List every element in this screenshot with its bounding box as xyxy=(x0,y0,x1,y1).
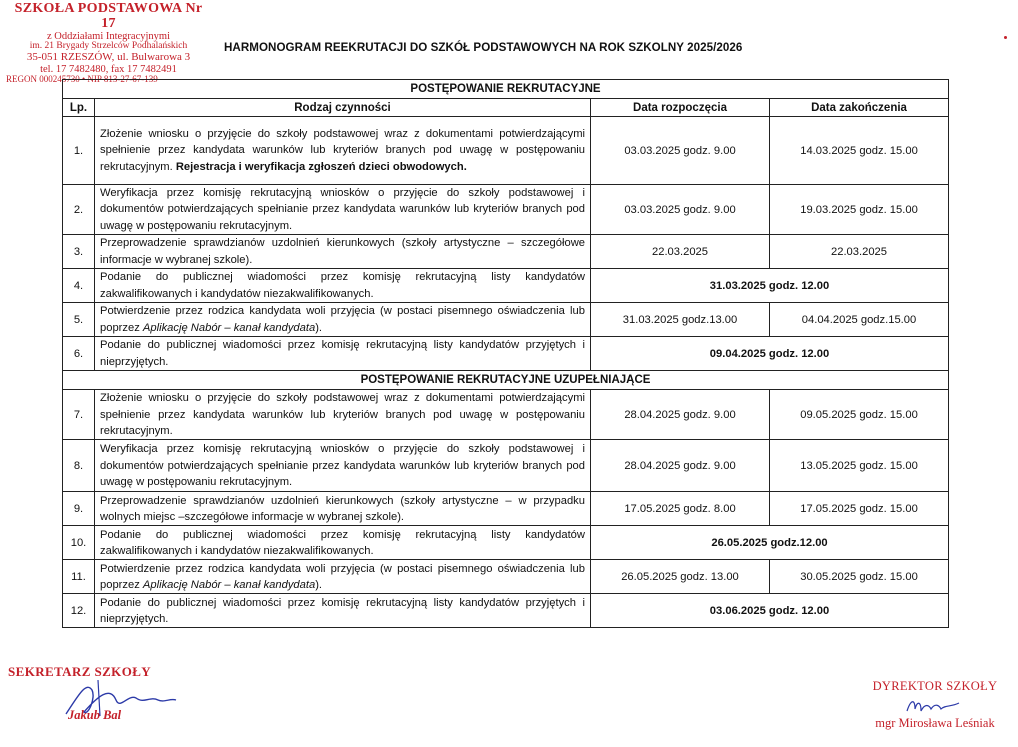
director-role: DYREKTOR SZKOŁY xyxy=(872,679,998,693)
row-number: 11. xyxy=(63,560,95,594)
column-header-row xyxy=(63,99,949,117)
section-title: POSTĘPOWANIE REKRUTACYJNE xyxy=(63,80,949,99)
table-row xyxy=(63,560,949,594)
header-end-date: Data zakończenia xyxy=(770,99,949,117)
secretary-signature-block xyxy=(8,664,208,744)
row-number: 6. xyxy=(63,337,95,371)
end-date: 09.05.2025 godz. 15.00 xyxy=(770,390,949,440)
table-row xyxy=(63,117,949,185)
activity-description: Podanie do publicznej wiadomości przez komisję rekrutacyjną listy kandydatów przyjętych i nieprzyjętych. xyxy=(95,594,591,628)
secretary-role: SEKRETARZ SZKOŁY xyxy=(8,664,152,679)
table-row xyxy=(63,492,949,526)
activity-description xyxy=(95,303,591,337)
description-text: ). xyxy=(315,578,323,591)
activity-description: Weryfikacja przez komisję rekrutacyjną wniosków o przyjęcie do szkoły podstawowej i dokumentów potwierdzających spełnianie przez kandydata warunków lub kryteriów branych pod uwagę w postępowaniu rekrutacyjnym. xyxy=(95,440,591,492)
section-header-row xyxy=(63,80,949,99)
director-signature-block xyxy=(855,679,1015,745)
start-date: 28.04.2025 godz. 9.00 xyxy=(591,440,770,492)
end-date: 19.03.2025 godz. 15.00 xyxy=(770,185,949,235)
description-app-name: Aplikację Nabór – kanał kandydata xyxy=(142,578,316,591)
stamp-subtitle: z Oddziałami Integracyjnymi xyxy=(46,31,171,43)
end-date: 17.05.2025 godz. 15.00 xyxy=(770,492,949,526)
end-date: 04.04.2025 godz.15.00 xyxy=(770,303,949,337)
row-number: 8. xyxy=(63,440,95,492)
table-row xyxy=(63,269,949,303)
table-row xyxy=(63,337,949,371)
row-number: 1. xyxy=(63,117,95,185)
table-row xyxy=(63,185,949,235)
stamp-address: 35-051 RZESZÓW, ul. Bulwarowa 3 xyxy=(26,51,191,64)
activity-description: Przeprowadzenie sprawdzianów uzdolnień kierunkowych (szkoły artystyczne – szczegółowe informacje w wybranej szkole). xyxy=(95,235,591,269)
description-emphasis: Rejestracja i weryfikacja zgłoszeń dzieci obwodowych. xyxy=(175,160,467,173)
end-date: 30.05.2025 godz. 15.00 xyxy=(770,560,949,594)
header-lp: Lp. xyxy=(63,99,95,117)
row-number: 4. xyxy=(63,269,95,303)
table-row xyxy=(63,440,949,492)
stamp-phone: tel. 17 7482480, fax 17 7482491 xyxy=(40,63,177,75)
activity-description: Przeprowadzenie sprawdzianów uzdolnień kierunkowych (szkoły artystyczne – w przypadku wolnych miejsc –szczegółowe informacje w wybranej szkole). xyxy=(95,492,591,526)
start-date: 22.03.2025 xyxy=(591,235,770,269)
start-date: 03.03.2025 godz. 9.00 xyxy=(591,185,770,235)
description-text: Złożenie wniosku o przyjęcie do szkoły podstawowej wraz z dokumentami potwierdzającymi spełnienie przez kandydata warunków lub kryteriów branych pod uwagę w postępowaniu rekrutacyjnym. xyxy=(100,127,585,173)
stamp-regon: REGON 000245730 • NIP 813-27-67-139 xyxy=(6,73,158,84)
announcement-date: 03.06.2025 godz. 12.00 xyxy=(591,594,949,628)
document-title: HARMONOGRAM REEKRUTACJI DO SZKÓŁ PODSTAWOWYCH NA ROK SZKOLNY 2025/2026 xyxy=(224,41,743,54)
description-text: Potwierdzenie przez rodzica kandydata woli przyjęcia (w postaci pisemnego oświadczenia lub poprzez xyxy=(100,305,585,334)
table-row xyxy=(63,390,949,440)
handwritten-signature-right xyxy=(903,695,963,717)
section-title: POSTĘPOWANIE REKRUTACYJNE UZUPEŁNIAJĄCE xyxy=(63,371,949,390)
secretary-name: Jakub Bal xyxy=(68,708,122,722)
row-number: 10. xyxy=(63,526,95,560)
activity-description: Podanie do publicznej wiadomości przez komisję rekrutacyjną listy kandydatów zakwalifikowanych i kandydatów niezakwalifikowanych. xyxy=(95,269,591,303)
activity-description xyxy=(95,560,591,594)
activity-description: Weryfikacja przez komisję rekrutacyjną wniosków o przyjęcie do szkoły podstawowej i dokumentów potwierdzających spełnianie przez kandydata warunków lub kryteriów branych pod uwagę w postępowaniu rekrutacyjnym. xyxy=(95,185,591,235)
activity-description: Podanie do publicznej wiadomości przez komisję rekrutacyjną listy kandydatów zakwalifikowanych i kandydatów niezakwalifikowanych. xyxy=(95,526,591,560)
announcement-date: 26.05.2025 godz.12.00 xyxy=(591,526,949,560)
announcement-date: 31.03.2025 godz. 12.00 xyxy=(591,269,949,303)
start-date: 26.05.2025 godz. 13.00 xyxy=(591,560,770,594)
end-date: 13.05.2025 godz. 15.00 xyxy=(770,440,949,492)
director-name: mgr Mirosława Leśniak xyxy=(875,716,995,730)
row-number: 3. xyxy=(63,235,95,269)
red-dot-mark xyxy=(1004,36,1007,39)
row-number: 12. xyxy=(63,594,95,628)
start-date: 31.03.2025 godz.13.00 xyxy=(591,303,770,337)
activity-description: Złożenie wniosku o przyjęcie do szkoły podstawowej wraz z dokumentami potwierdzającymi spełnienie przez kandydata warunków lub kryteriów branych pod uwagę w postępowaniu rekrutacyjnym. xyxy=(95,390,591,440)
row-number: 2. xyxy=(63,185,95,235)
end-date: 22.03.2025 xyxy=(770,235,949,269)
description-text: ). xyxy=(315,321,323,334)
header-activity: Rodzaj czynności xyxy=(95,99,591,117)
school-stamp xyxy=(6,2,211,84)
description-text: Potwierdzenie przez rodzica kandydata woli przyjęcia (w postaci pisemnego oświadczenia lub poprzez xyxy=(100,562,585,591)
end-date: 14.03.2025 godz. 15.00 xyxy=(770,117,949,185)
table-row xyxy=(63,235,949,269)
header-start-date: Data rozpoczęcia xyxy=(591,99,770,117)
announcement-date: 09.04.2025 godz. 12.00 xyxy=(591,337,949,371)
stamp-patron: im. 21 Brygady Strzelców Podhalańskich xyxy=(29,41,188,52)
activity-description: Podanie do publicznej wiadomości przez komisję rekrutacyjną listy kandydatów przyjętych i nieprzyjętych. xyxy=(95,337,591,371)
stamp-school-name: SZKOŁA PODSTAWOWA Nr 17 xyxy=(14,1,203,31)
start-date: 03.03.2025 godz. 9.00 xyxy=(591,117,770,185)
row-number: 7. xyxy=(63,390,95,440)
table-row xyxy=(63,526,949,560)
activity-description xyxy=(95,117,591,185)
start-date: 17.05.2025 godz. 8.00 xyxy=(591,492,770,526)
section-header-row xyxy=(63,371,949,390)
schedule-table xyxy=(62,79,949,628)
description-app-name: Aplikację Nabór – kanał kandydata xyxy=(142,321,316,334)
row-number: 5. xyxy=(63,303,95,337)
table-row xyxy=(63,303,949,337)
start-date: 28.04.2025 godz. 9.00 xyxy=(591,390,770,440)
table-row xyxy=(63,594,949,628)
row-number: 9. xyxy=(63,492,95,526)
